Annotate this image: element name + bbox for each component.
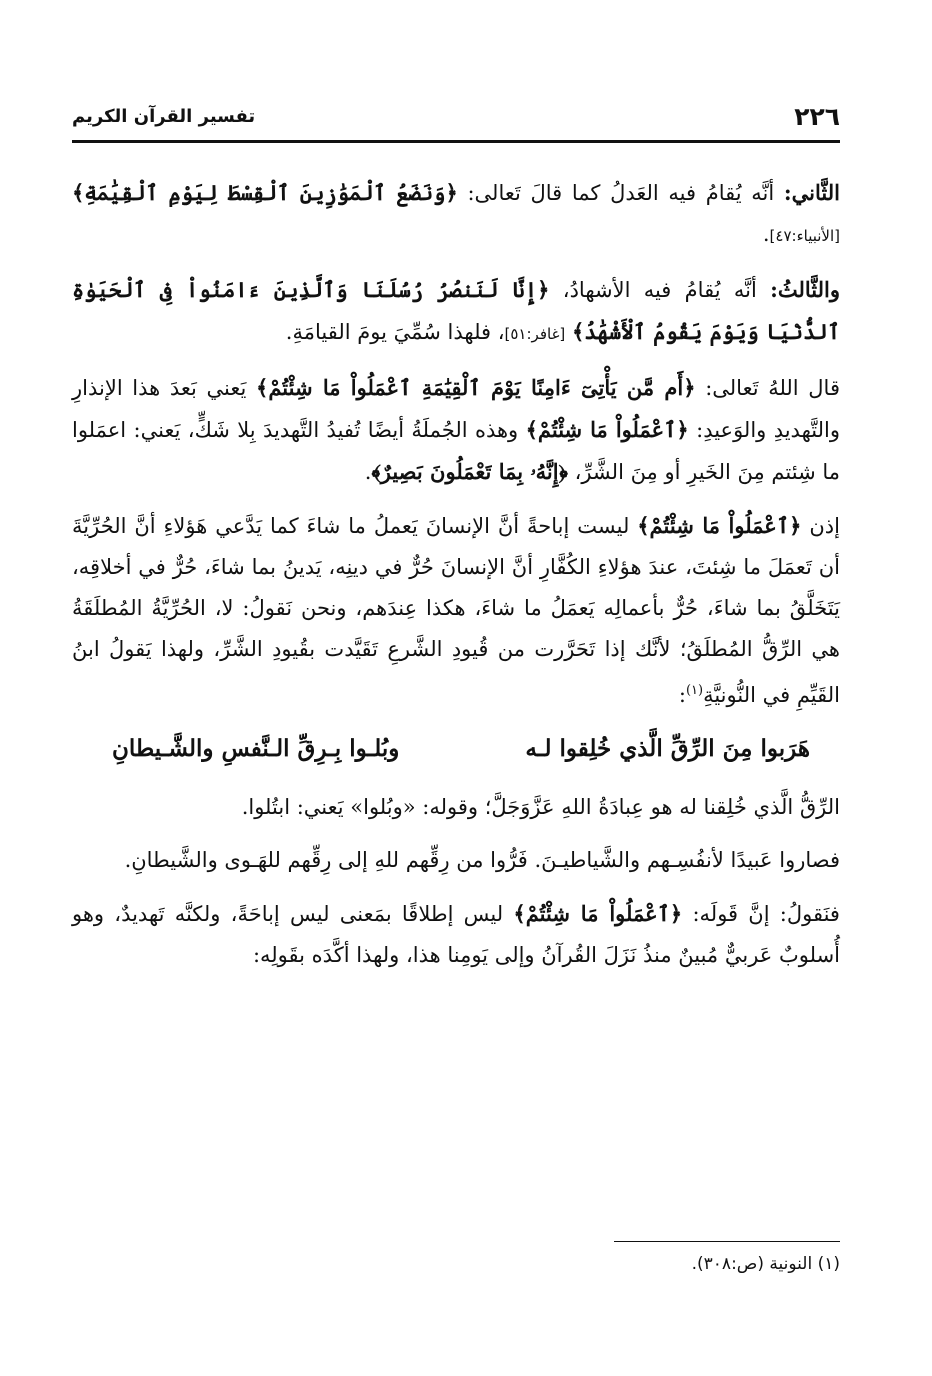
quran-verse: ﴿ٱعْمَلُواْ مَا شِئْتُمْ﴾ [513, 901, 683, 926]
text-run: . [364, 460, 372, 484]
text-run: : [678, 683, 686, 707]
quran-verse: ﴿إِنَّهُۥ بِمَا تَعْمَلُونَ بَصِيرٌ﴾ [371, 459, 568, 484]
footnote-separator [614, 1241, 840, 1242]
footnote-marker: (١) [685, 683, 704, 698]
page-number: ٢٢٦ [794, 102, 840, 131]
text-run: فنَقولُ: إنَّ قَولَه: [682, 902, 840, 926]
paragraph [72, 269, 840, 355]
paragraph [72, 893, 840, 976]
verse-reference: [غافر:٥١] [504, 325, 566, 343]
text-run: ليس إطلاقًا بمَعنى ليس إباحَةً، ولكنَّه تَهديدٌ، وهو أُسلوبٌ عَربيٌّ مُبينٌ منذُ نَزَلَ القُرآنُ وإلى يَومِنا هذا، ولهذا أكَّدَه بقَولِه: [72, 902, 840, 967]
quran-verse: ﴿أَم مَّن يَأْتِىٓ ءَامِنًا يَوْمَ ٱلْقِيَٰمَةِ ٱعْمَلُواْ مَا شِئْتُمْ﴾ [256, 375, 696, 400]
paragraph [72, 367, 840, 493]
text-run: قال اللهُ تَعالى: [695, 376, 840, 400]
page-header [72, 100, 840, 143]
text-run: وهذه الجُملَةُ أيضًا تُفيدُ التَّهديدَ بِلا شَكٍّ، يَعني: اعمَلوا ما شِئتم مِنَ الخَيرِ أو مِنَ الشَّرِّ، [72, 418, 840, 484]
text-run: الرِّقُّ الَّذي خُلِقنا له هو عِبادَةُ اللهِ عَزَّوَجَلَّ؛ وقوله: «وبُلوا» يَعني: ابتُلوا. [241, 795, 840, 819]
text-run: . [762, 222, 770, 246]
paragraph-lead: والثَّالثُ: [770, 277, 840, 302]
quran-verse: ﴿إِنَّا لَنَنصُرُ رُسُلَنَا وَٱلَّذِينَ ءَامَنُواْ فِى ٱلْحَيَوٰةِ ٱلدُّنْيَا وَيَوْمَ يَقُومُ ٱلْأَشْهَٰدُ﴾ [72, 277, 840, 344]
poem-right-hemistich: هَرَبوا مِنَ الرِّقِّ الَّذي خُلِقوا لـه [525, 735, 810, 762]
text-run: يَعني بَعدَ هذا الإنذارِ والتَّهديدِ والوَعيدِ: [72, 376, 840, 442]
paragraph [72, 787, 840, 828]
text-run [565, 320, 572, 344]
quran-verse: ﴿ٱعْمَلُواْ مَا شِئْتُمْ﴾ [525, 417, 689, 442]
verse-reference: [الأنبياء:٤٧] [769, 227, 840, 245]
text-run: ، فلهذا سُمِّيَ يومَ القيامَةِ. [285, 320, 505, 344]
text-run: فصاروا عَبيدًا لأنفُسِـهم والشَّياطيـنَ. فَرُّوا من رِقِّهم للهِ إلى رِقِّهم للهَـوى والشَّيطانِ. [124, 848, 840, 872]
running-title: تفسير القرآن الكريم [72, 106, 256, 127]
paragraph-lead: الثَّاني: [783, 180, 840, 205]
text-run: إذن [801, 514, 840, 538]
quran-verse: ﴿وَنَضَعُ ٱلْمَوَٰزِينَ ٱلْقِسْطَ لِيَوْمِ ٱلْقِيَٰمَةِ﴾ [72, 180, 458, 205]
poem-left-hemistich: وبُلـوا بِـرِقِّ الـنَّفسِ والشَّـيطانِ [112, 735, 400, 762]
paragraph [72, 505, 840, 716]
quran-verse: ﴿ٱعْمَلُواْ مَا شِئْتُمْ﴾ [637, 513, 802, 538]
paragraph [72, 172, 840, 257]
body-text [72, 172, 840, 988]
footnote: (١) النونية (ص:٣٠٨). [691, 1254, 840, 1274]
text-run: أنَّه يُقامُ فيه الأشهادُ، [549, 278, 771, 302]
text-run: ليست إباحةً أنَّ الإنسانَ يَعملُ ما شاءَ كما يَدَّعي هَؤلاءِ أنَّ الحُرِّيَّةَ أن تَعمَلَ ما شِئتَ، عندَ هؤلاءِ الكُفَّارِ أنَّ الإنسانَ حُرٌّ في دينِه، يَدينُ بما شاءَ، حُرٌّ في أخلاقِه، يَتَخَلَّقُ بما شاءَ، حُرٌّ بأعمالِه يَعمَلُ ما شاءَ، هكذا عِندَهم، ونحن نَقولُ: لا، الحُرِّيَّةُ المُطلَقَةُ هي الرِّقُّ المُطلَقُ؛ لأنَّك إذا تَحَرَّرت من قُيودِ الشَّرعِ تَقَيَّدت بقُيودِ الشَّرِّ، ولهذا يَقولُ ابنُ القَيِّمِ في النُّونيَّةِ [72, 514, 840, 707]
poem-verse [112, 728, 810, 769]
text-run: أنَّه يُقامُ فيه العَدلُ كما قالَ تَعالى: [457, 181, 784, 205]
paragraph [72, 840, 840, 881]
